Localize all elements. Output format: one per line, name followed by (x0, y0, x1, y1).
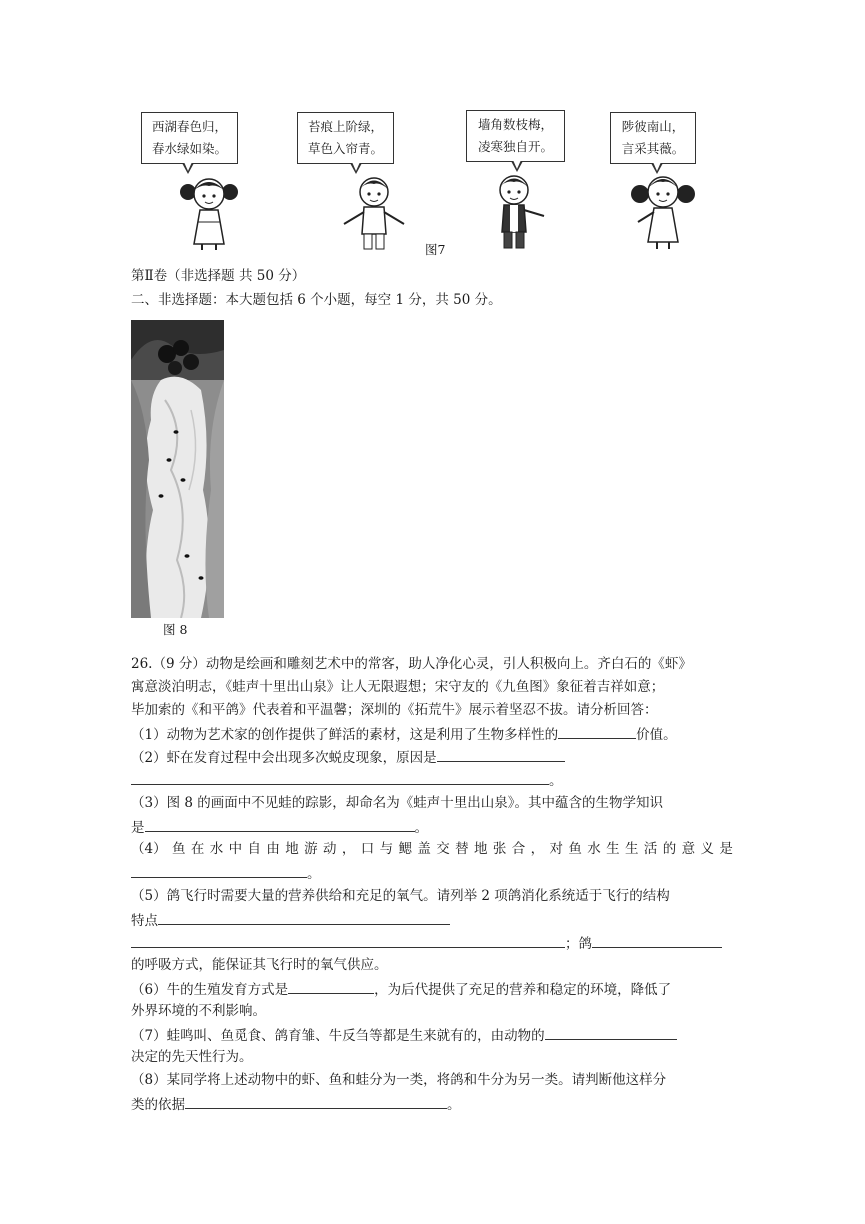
figure-7-caption: 图7 (425, 242, 446, 257)
q26-sub-5-prefix: 特点 (131, 913, 158, 929)
q26-sub-4-char: 生 (624, 841, 639, 857)
q26-sub-4-char: 口 (360, 841, 375, 857)
answer-blank-3[interactable] (145, 816, 415, 832)
q26-sub-4-cont (131, 862, 733, 884)
q26-sub-4-char: 活 (643, 841, 658, 857)
q26-intro-line-3: 毕加索的《和平鸽》代表着和平温馨；深圳的《拓荒牛》展示着坚忍不拔。请分析回答： (131, 702, 658, 718)
q26-sub-4-char: 生 (606, 841, 620, 857)
q26-sub-4-char: 意 (681, 841, 696, 857)
answer-blank-5c[interactable] (592, 932, 722, 948)
q26-sub-4-char: 张 (492, 841, 507, 857)
q26-sub-3-prefix: 是 (131, 820, 145, 836)
section-title: 第Ⅱ卷（非选择题 共 50 分） (131, 268, 306, 284)
q26-sub-4-char: ， (341, 841, 356, 857)
q26-sub-4-char: 交 (436, 841, 450, 857)
q26-sub-8: （8）某同学将上述动物中的虾、鱼和蛙分为一类，将鸽和牛分为另一类。请判断他这样分 (131, 1072, 667, 1088)
bubble-3-line-1: 墙角数枝梅， (477, 117, 553, 132)
answer-blank-4[interactable] (131, 862, 307, 878)
q26-sub-6 (131, 978, 733, 1000)
figure-8-painting (131, 320, 224, 618)
q26-sub-2 (131, 746, 733, 768)
answer-blank-1[interactable] (558, 723, 636, 739)
q26-sub-7 (131, 1024, 733, 1046)
q26-sub-4-char: 自 (247, 841, 261, 857)
q26-sub-3-end: 。 (414, 820, 428, 836)
q26-sub-4-char: 合 (511, 841, 526, 857)
q26-sub-6-text: （6）牛的生殖发育方式是 (131, 982, 289, 998)
q26-sub-2-end: 。 (549, 773, 563, 789)
speech-bubble-4 (610, 112, 696, 164)
q26-sub-4-char: 动 (322, 841, 337, 857)
q26-sub-4-char: 对 (549, 841, 563, 857)
q26-sub-4-char: （4） (131, 841, 167, 857)
q26-sub-4-char: 的 (662, 841, 677, 857)
q26-sub-4-char: 盖 (417, 841, 431, 857)
q26-sub-3: （3）图 8 的画面中不见蛙的踪影，却命名为《蛙声十里出山泉》。其中蕴含的生物学知识 (131, 795, 664, 811)
boy-figure-2 (484, 170, 550, 250)
q26-sub-6-mid: ，为后代提供了充足的营养和稳定的环境，降低了 (374, 982, 672, 998)
q26-sub-4-char: 地 (285, 841, 299, 857)
q26-sub-7-cont: 决定的先天性行为。 (131, 1049, 253, 1065)
q26-sub-8-end: 。 (447, 1097, 461, 1113)
q26-sub-4-char: 水 (587, 841, 601, 857)
q26-sub-1-text: （1）动物为艺术家的创作提供了鲜活的素材，这是利用了生物多样性的 (131, 727, 559, 743)
bubble-2-line-1: 苔痕上阶绿， (307, 119, 383, 134)
section-instruction: 二、非选择题：本大题包括 6 个小题，每空 1 分，共 50 分。 (131, 292, 502, 308)
boy-figure-1 (336, 172, 412, 250)
q26-sub-2-text: （2）虾在发育过程中会出现多次蜕皮现象，原因是 (131, 750, 437, 766)
bubble-2-line-2: 草色入帘青。 (307, 141, 383, 156)
q26-sub-1 (131, 723, 733, 745)
bubble-4-line-2: 言采其薇。 (621, 141, 685, 156)
q26-sub-5: （5）鸽飞行时需要大量的营养供给和充足的氧气。请列举 2 项鸽消化系统适于飞行的结构 (131, 888, 670, 904)
q26-sub-1-end: 价值。 (636, 727, 677, 743)
q26-sub-4-char: 鱼 (568, 841, 582, 857)
q26-sub-4-char: 义 (700, 841, 714, 857)
answer-blank-2b[interactable] (131, 769, 549, 785)
q26-sub-4 (131, 839, 733, 859)
q26-sub-7-text: （7）蛙鸣叫、鱼觅食、鸽育雏、牛反刍等都是生来就有的，由动物的 (131, 1028, 545, 1044)
bubble-3-line-2: 凌寒独自开。 (477, 139, 553, 154)
q26-sub-8-prefix: 类的依据 (131, 1097, 185, 1113)
answer-blank-5a[interactable] (158, 909, 450, 925)
answer-blank-2a[interactable] (437, 746, 565, 762)
q26-sub-3-cont (131, 816, 733, 838)
speech-bubble-1 (141, 112, 238, 164)
q26-sub-5-end: 的呼吸方式，能保证其飞行时的氧气供应。 (131, 957, 388, 973)
answer-blank-6[interactable] (288, 978, 374, 994)
q26-sub-4-char: 与 (379, 841, 394, 857)
q26-sub-4-char: 水 (209, 841, 224, 857)
q26-intro-line-2: 寓意淡泊明志，《蛙声十里出山泉》让人无限遐想；宋守友的《九鱼图》象征着吉祥如意； (131, 679, 665, 695)
q26-intro-line-1: 26.（9 分）动物是绘画和雕刻艺术中的常客，助人净化心灵，引人积极向上。齐白石的《虾》 (131, 656, 692, 672)
q26-sub-4-char: 由 (266, 841, 280, 857)
q26-sub-4-end: 。 (307, 866, 321, 882)
answer-blank-7[interactable] (545, 1024, 677, 1040)
bubble-4-line-1: 陟彼南山， (621, 119, 685, 134)
girl-figure-1 (178, 172, 240, 250)
bubble-1-line-2: 春水绿如染。 (151, 141, 227, 156)
q26-sub-4-char: 游 (304, 841, 318, 857)
answer-blank-5b[interactable] (131, 932, 565, 948)
q26-sub-4-char: 是 (719, 841, 733, 857)
q26-sub-4-char: 替 (455, 841, 469, 857)
bubble-1-line-1: 西湖春色归， (151, 119, 227, 134)
q26-sub-6-cont: 外界环境的不利影响。 (131, 1003, 266, 1019)
q26-sub-5-mid: ；鸽 (565, 936, 592, 952)
q26-sub-4-char: 地 (473, 841, 488, 857)
figure-8-caption: 图 8 (163, 622, 188, 637)
q26-sub-4-char: 鱼 (171, 841, 186, 857)
girl-figure-2 (630, 170, 696, 250)
q26-sub-8-cont (131, 1093, 733, 1115)
q26-sub-5-cont-2 (131, 932, 733, 954)
q26-sub-4-char: ， (530, 841, 545, 857)
q26-sub-4-char: 鳃 (398, 841, 412, 857)
q26-sub-4-char: 中 (228, 841, 243, 857)
q26-sub-5-cont (131, 909, 733, 931)
q26-sub-2-cont (131, 769, 733, 791)
speech-bubble-3 (466, 110, 565, 162)
speech-bubble-2 (297, 112, 394, 164)
figure-7 (0, 0, 865, 262)
answer-blank-8[interactable] (185, 1093, 447, 1109)
q26-sub-4-char: 在 (190, 841, 205, 857)
